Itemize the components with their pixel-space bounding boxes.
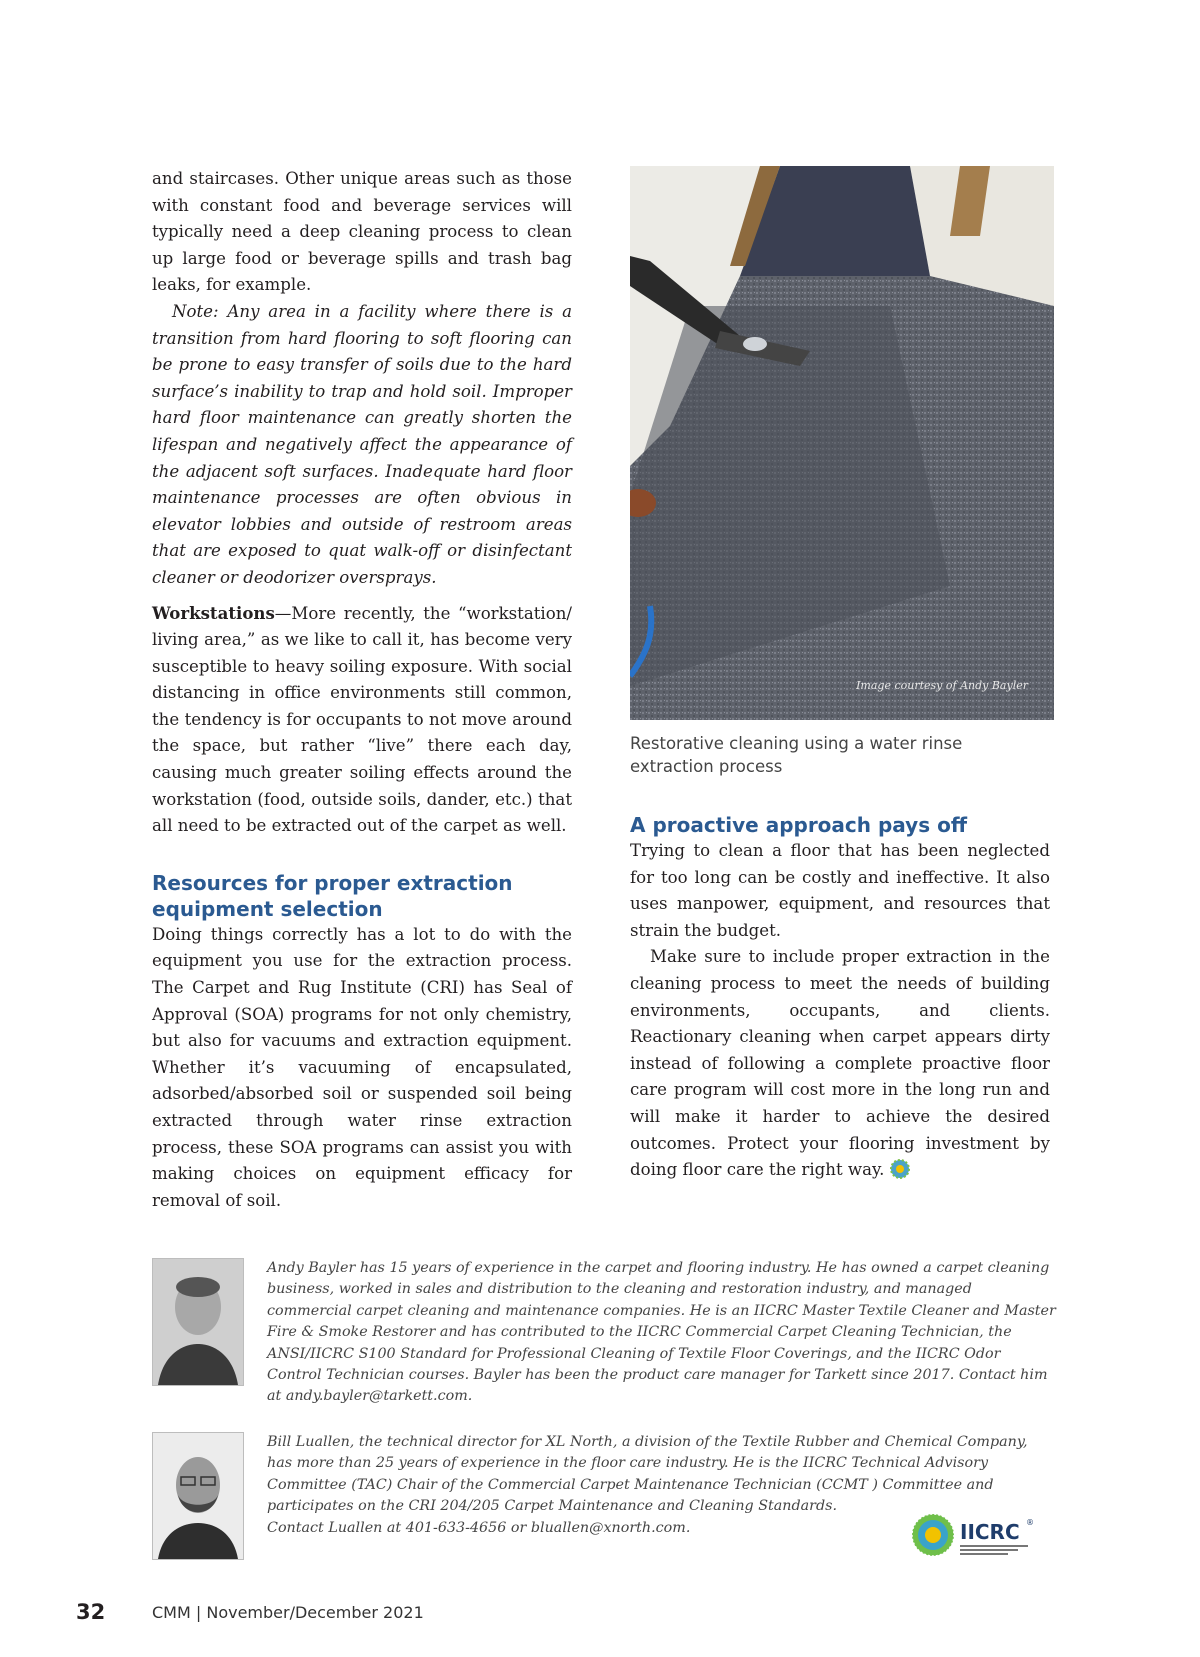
page-number: 32 <box>76 1600 106 1624</box>
workstations-text: —More recently, the “workstation/ living area,” as we like to call it, has become very susceptible to heavy soiling exposure. With social distancing in office environments still common, the tendency is for occupants to not move around the space, but rather “live” there each day, causing much greater soiling effects around the workstation (food, outside soils, dander, etc.) that all need to be extracted out of the carpet as well. <box>152 603 572 836</box>
carpet-photo-illustration <box>630 166 1054 720</box>
bio-body: Bill Luallen, the technical director for XL North, a division of the Textile Rubber and Chemical Company, has more than 25 years of experience in the floor care industry. He is the IICRC Technical Advisory Committee (TAC) Chair of the Commercial Carpet Maintenance Technician (CCMT ) Committee and participates on the CRI 204/205 Carpet Maintenance and Cleaning Standards. <box>267 1434 1028 1515</box>
iicrc-logo-text: IICRC <box>960 1520 1020 1544</box>
body-paragraph-closing <box>630 944 1050 1183</box>
section-heading-proactive: A proactive approach pays off <box>630 813 968 837</box>
author-headshot <box>152 1432 244 1560</box>
bio-contact: Contact Luallen at 401-633-4656 or bluallen@xnorth.com. <box>267 1519 691 1536</box>
author-headshot <box>152 1258 244 1386</box>
headshot-illustration <box>153 1433 243 1559</box>
body-paragraph: Trying to clean a floor that has been neglected for too long can be costly and ineffective. It also uses manpower, equipment, and resources that strain the budget. <box>630 841 1050 940</box>
iicrc-globe-icon <box>910 1512 956 1558</box>
note-paragraph: Note: Any area in a facility where there is a transition from hard flooring to soft flooring can be prone to easy transfer of soils due to the hard surface’s inability to trap and hold soil. Improper hard floor maintenance can greatly shorten the lifespan and negatively affect the appearance of the adjacent soft surfaces. Inadequate hard floor maintenance processes are often obvious in elevator lobbies and outside of restroom areas that are exposed to quat walk-off or disinfectant cleaner or deodorizer oversprays. <box>152 301 572 587</box>
left-column <box>152 166 572 1214</box>
section-heading-resources: Resources for proper extraction equipment selection <box>152 870 513 921</box>
closing-text: Make sure to include proper extraction in the cleaning process to meet the needs of building environments, occupants, and clients. Reactionary cleaning when carpet appears dirty instead of following a complete proactive floor care program will cost more in the long run and will make it harder to achieve the desired outcomes. Protect your flooring investment by doing floor care the right way. <box>630 947 1050 1180</box>
photo-caption: Restorative cleaning using a water rinse extraction process <box>630 734 963 776</box>
right-column <box>630 166 1050 1184</box>
iicrc-logo <box>910 1512 1035 1558</box>
photo-credit: Image courtesy of Andy Bayler <box>856 679 1028 693</box>
bio-text: Andy Bayler has 15 years of experience in the carpet and flooring industry. He has owned a carpet cleaning business, worked in sales and distribution to the cleaning and restoration industry, and managed commercial carpet cleaning and maintenance companies. He is an IICRC Master Textile Cleaner and Master Fire & Smoke Restorer and has contributed to the IICRC Commercial Carpet Cleaning Technician, the ANSI/IICRC S100 Standard for Professional Cleaning of Textile Floor Coverings, and the IICRC Odor Control Technician courses. Bayler has been the product care manager for Tarkett since 2017. Contact him at andy.bayler@tarkett.com. <box>267 1260 1056 1405</box>
body-paragraph-resources: Doing things correctly has a lot to do with the equipment you use for the extraction process. The Carpet and Rug Institute (CRI) has Seal of Approval (SOA) programs for not only chemistry, but also for vacuums and extraction equipment. Whether it’s vacuuming of encapsulated, adsorbed/absorbed soil or suspended soil being extracted through water rinse extraction process, these SOA programs can assist you with making choices on equipment efficacy for removal of soil. <box>152 924 572 1210</box>
body-paragraph: and staircases. Other unique areas such as those with constant food and beverage services will typically need a deep cleaning process to clean up large food or beverage spills and trash bag leaks, for example. <box>152 169 572 295</box>
iicrc-logo-mark: ® <box>1026 1518 1034 1527</box>
carpet-extraction-photo <box>630 166 1054 720</box>
headshot-illustration <box>153 1259 243 1385</box>
logo-tagline-lines <box>960 1545 1028 1555</box>
workstations-label: Workstations <box>152 602 275 623</box>
globe-end-icon <box>890 1159 910 1179</box>
publication-info: CMM | November/December 2021 <box>152 1603 424 1622</box>
workstations-paragraph <box>152 600 572 840</box>
